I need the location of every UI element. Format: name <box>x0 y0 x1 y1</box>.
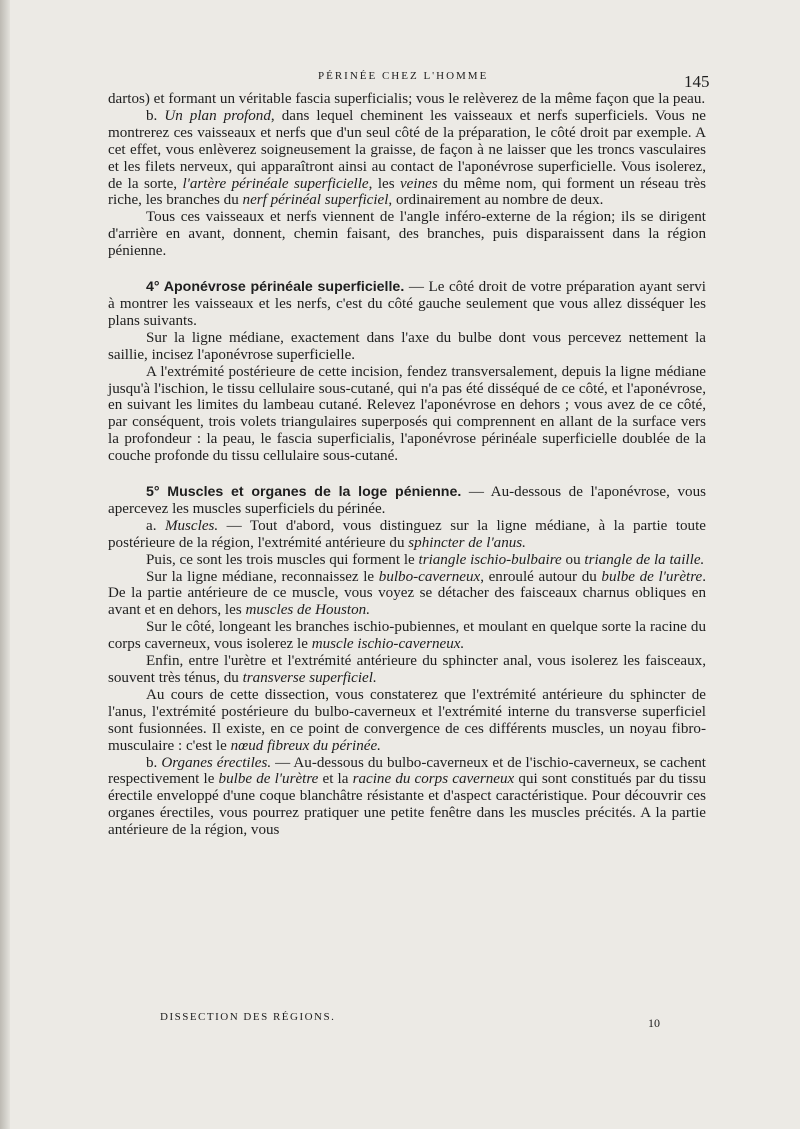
paragraph: Au cours de cette dissection, vous constaterez que l'extrémité antérieure du sphincter de l'anus, l'extrémité postérieure du bulbo-caverneux et l'extrémité interne du transverse superficiel sont fusionnées. Il existe, en ce point de convergence de ces différents muscles, un noyau fibro-musculaire : c'est le nœud fibreux du périnée. <box>108 686 706 754</box>
section-heading: 4° Aponévrose périnéale superficielle. <box>146 279 405 296</box>
section-aponevrose: 4° Aponévrose périnéale superficielle. — Le côté droit de votre préparation ayant servi à montrer les vaisseaux et les nerfs, c'est du côté gauche seulement que vous allez disséquer les plans suivants. <box>108 279 706 329</box>
paragraph: dartos) et formant un véritable fascia superficialis; vous le relèverez de la même façon que la peau. <box>108 91 706 107</box>
body-text <box>108 91 706 839</box>
paragraph: Tous ces vaisseaux et nerfs viennent de l'angle inféro-externe de la région; ils se dirigent d'arrière en avant, donnent, chemin faisant, des branches, puis disparaissent dans la région pénienne. <box>108 209 706 260</box>
paragraph: A l'extrémité postérieure de cette incision, fendez transversalement, depuis la ligne médiane jusqu'à l'ischion, le tissu cellulaire sous-cutané, qui n'a pas été disséqué de ce côté, et l'aponévrose, en suivant les limites du lambeau cutané. Relevez l'aponévrose en dehors ; vous avez de ce côté, par conséquent, trois volets triangulaires superposés qui comprennent en allant de la surface vers la profondeur : la peau, le fascia superficialis, l'aponévrose périnéale superficielle doublée de la couche profonde du tissu cellulaire sous-cutané. <box>108 363 706 465</box>
paragraph: Enfin, entre l'urètre et l'extrémité antérieure du sphincter anal, vous isolerez les faisceaux, souvent très ténus, du transverse superficiel. <box>108 653 706 686</box>
footer-signature-number: 10 <box>648 1016 660 1030</box>
paragraph: b. Un plan profond, dans lequel cheminent les vaisseaux et nerfs superficiels. Vous ne montrerez ces vaisseaux et nerfs que d'un seul côté de la préparation, le côté droit par exemple. A cet effet, vous enlèverez soigneusement la graisse, de façon à ne laisser que les troncs vasculaires et les filets nerveux, qui apparaîtront ainsi au contact de l'aponévrose superficielle. Vous isolerez, de la sorte, l'artère périnéale superficielle, les veines du même nom, qui forment un réseau très riche, les branches du nerf périnéal superficiel, ordinairement au nombre de deux. <box>108 107 706 209</box>
footer-book-title: DISSECTION DES RÉGIONS. <box>160 1011 336 1023</box>
section-muscles: 5° Muscles et organes de la loge pénienne. — Au-dessous de l'aponévrose, vous apercevez les muscles superficiels du périnée. <box>108 484 706 517</box>
paragraph: Sur la ligne médiane, reconnaissez le bulbo-caverneux, enroulé autour du bulbe de l'urètre. De la partie antérieure de ce muscle, vous voyez se détacher des faisceaux charnus obliques en avant et en dehors, les muscles de Houston. <box>108 568 707 619</box>
page-number: 145 <box>684 72 710 91</box>
paragraph: Sur la ligne médiane, exactement dans l'axe du bulbe dont vous percevez nettement la saillie, incisez l'aponévrose superficielle. <box>108 329 706 363</box>
running-title: PÉRINÉE CHEZ L'HOMME <box>318 70 489 82</box>
section-heading: 5° Muscles et organes de la loge pénienne. <box>146 484 462 501</box>
paragraph: Sur le côté, longeant les branches ischio-pubiennes, et moulant en quelque sorte la racine du corps caverneux, vous isolerez le muscle ischio-caverneux. <box>108 619 706 653</box>
page-spine-shadow <box>0 0 10 1129</box>
paragraph: a. Muscles. — Tout d'abord, vous distinguez sur la ligne médiane, à la partie toute postérieure de la région, l'extrémité antérieure du sphincter de l'anus. <box>108 517 706 551</box>
paragraph: b. Organes érectiles. — Au-dessous du bulbo-caverneux et de l'ischio-caverneux, se cachent respectivement le bulbe de l'urètre et la racine du corps caverneux qui sont constitués par du tissu érectile enveloppé d'une coque blanchâtre résistante et d'aspect caractéristique. Pour découvrir ces organes érectiles, vous pourrez pratiquer une petite fenêtre dans les muscles précités. A la partie antérieure de la région, vous <box>108 754 707 839</box>
paragraph: Puis, ce sont les trois muscles qui forment le triangle ischio-bulbaire ou triangle de la taille. <box>146 551 705 568</box>
